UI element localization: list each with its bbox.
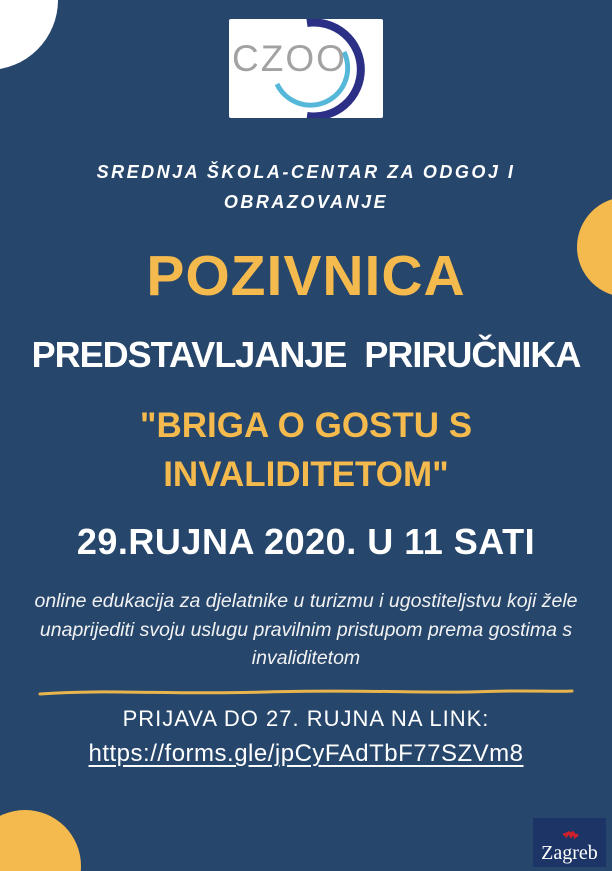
czoo-logo-icon (229, 19, 383, 118)
decorative-circle-bottom-left (0, 810, 81, 871)
poster-title: POZIVNICA (146, 244, 466, 309)
zagreb-logo (533, 818, 606, 867)
event-description: online edukacija za djelatnike u turizmu i ugostiteljstvu koji žele unaprijediti svoju uslugu pravilnim pristupom prema gostima s invaliditetom (34, 590, 578, 669)
handbook-title: "BRIGA O GOSTU S INVALIDITETOM" (139, 406, 473, 495)
zagreb-logo-text: Zagreb (541, 842, 598, 864)
decorative-circle-top-left (0, 0, 58, 70)
poster-subtitle: PREDSTAVLJANJE PRIRUČNIKA (31, 334, 581, 376)
registration-link-row (0, 740, 612, 768)
registration-link[interactable]: https://forms.gle/jpCyFAdTbF77SZVm8 (88, 740, 524, 768)
event-datetime: 29.RUJNA 2020. U 11 SATI (76, 521, 536, 563)
divider-line (36, 684, 576, 698)
school-name: SREDNJA ŠKOLA-CENTAR ZA ODGOJ I OBRAZOVANJE (96, 162, 516, 212)
registration-label: PRIJAVA DO 27. RUJNA NA LINK: (122, 706, 490, 732)
licitar-hearts-icon: ♥♥♥ (561, 826, 578, 843)
czoo-logo (229, 19, 383, 118)
czoo-logo-text: CZOO (232, 38, 347, 79)
